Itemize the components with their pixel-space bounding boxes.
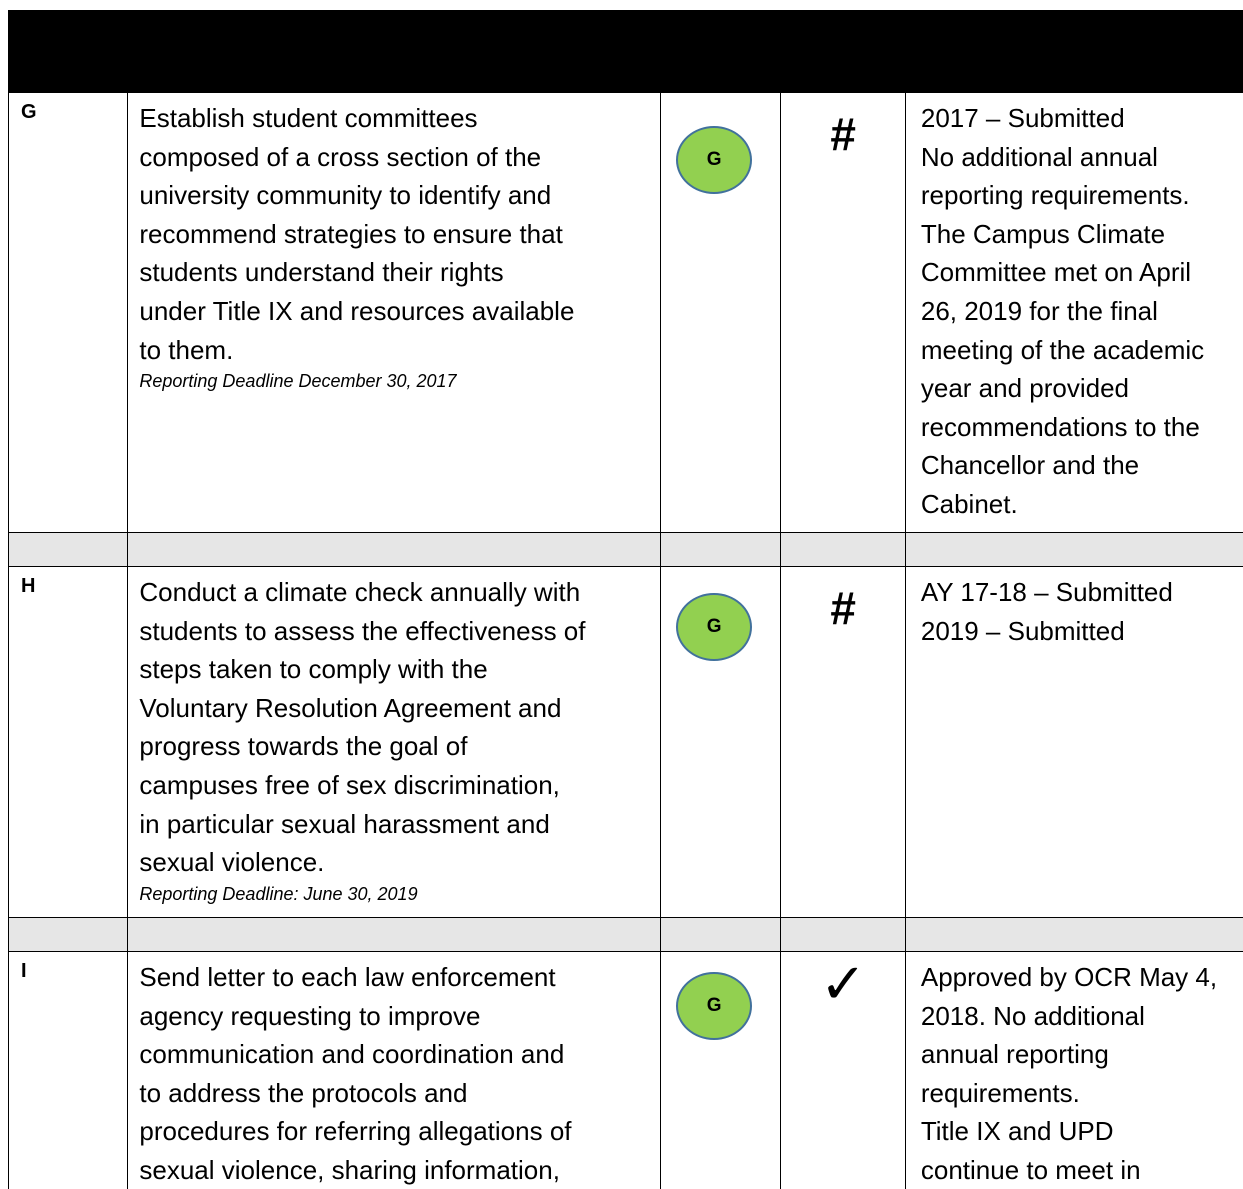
spacer-row — [9, 918, 1243, 952]
notes-line: AY 17-18 – Submitted — [920, 577, 1173, 607]
notes-line: Cabinet. — [920, 488, 1018, 519]
reporting-deadline: Reporting Deadline December 30, 2017 — [139, 371, 457, 392]
description-line: progress towards the goal of — [139, 731, 468, 762]
notes-line: No additional annual — [920, 141, 1158, 172]
description-line: to them. — [139, 334, 234, 365]
reporting-deadline: Reporting Deadline: June 30, 2019 — [139, 883, 418, 904]
description-line: sexual violence. — [139, 847, 325, 878]
description-line: Send letter to each law enforcement — [139, 962, 556, 992]
status-indicator-green: G — [676, 126, 752, 194]
description-line: communication and coordination and — [139, 1039, 565, 1070]
item-letter: I — [21, 960, 27, 982]
status-indicator-green: G — [676, 593, 752, 661]
description-line: procedures for referring allegations of — [139, 1116, 572, 1147]
description-line: composed of a cross section of the — [139, 141, 542, 172]
notes-line: 2017 – Submitted — [920, 103, 1125, 133]
notes-line: requirements. — [920, 1077, 1080, 1108]
item-description — [128, 952, 660, 1189]
notes-line: 2018. No additional — [920, 1000, 1145, 1031]
item-letter: H — [21, 575, 36, 597]
item-description — [128, 567, 660, 906]
notes-line: Committee met on April — [920, 257, 1192, 288]
hash-mark-icon: # — [830, 582, 856, 634]
description-line: students to assess the effectiveness of — [139, 615, 586, 646]
description-line: sexual violence, sharing information, — [139, 1154, 560, 1185]
notes-line: 26, 2019 for the final — [920, 295, 1158, 326]
table-header-bar — [8, 10, 1243, 92]
spacer-row — [9, 533, 1243, 567]
checkmark-icon: ✓ — [819, 952, 867, 1015]
notes-line: meeting of the academic — [920, 334, 1205, 365]
notes-line: The Campus Climate — [920, 218, 1166, 249]
description-line: Establish student committees — [139, 103, 478, 133]
notes-line: Title IX and UPD — [920, 1116, 1114, 1147]
notes-line: reporting requirements. — [920, 180, 1190, 211]
description-line: under Title IX and resources available — [139, 295, 575, 326]
description-line: agency requesting to improve — [139, 1000, 481, 1031]
notes-line: recommendations to the — [920, 411, 1200, 442]
description-line: students understand their rights — [139, 257, 504, 288]
description-line: recommend strategies to ensure that — [139, 218, 563, 249]
description-line: campuses free of sex discrimination, — [139, 769, 560, 800]
notes-line: annual reporting — [920, 1039, 1109, 1070]
notes-line: Approved by OCR May 4, — [920, 962, 1218, 992]
item-description — [128, 93, 660, 393]
compliance-table — [8, 92, 1243, 1189]
description-line: Conduct a climate check annually with — [139, 577, 581, 607]
notes-line: Chancellor and the — [920, 450, 1140, 481]
description-line: to address the protocols and — [139, 1077, 468, 1108]
description-line: in particular sexual harassment and — [139, 808, 550, 839]
notes-line: 2019 – Submitted — [920, 615, 1125, 646]
item-letter: G — [21, 101, 37, 123]
item-notes — [906, 93, 1243, 524]
description-line: university community to identify and — [139, 180, 552, 211]
item-notes — [906, 567, 1243, 650]
table-row — [9, 567, 1243, 918]
table-row — [9, 952, 1243, 1189]
item-notes — [906, 952, 1243, 1189]
status-indicator-green: G — [676, 972, 752, 1040]
notes-line: year and provided — [920, 373, 1129, 404]
notes-line: continue to meet in — [920, 1154, 1141, 1185]
table-row — [9, 93, 1243, 533]
page — [8, 10, 1243, 1189]
description-line: Voluntary Resolution Agreement and — [139, 692, 562, 723]
hash-mark-icon: # — [830, 108, 856, 160]
description-line: steps taken to comply with the — [139, 654, 488, 685]
